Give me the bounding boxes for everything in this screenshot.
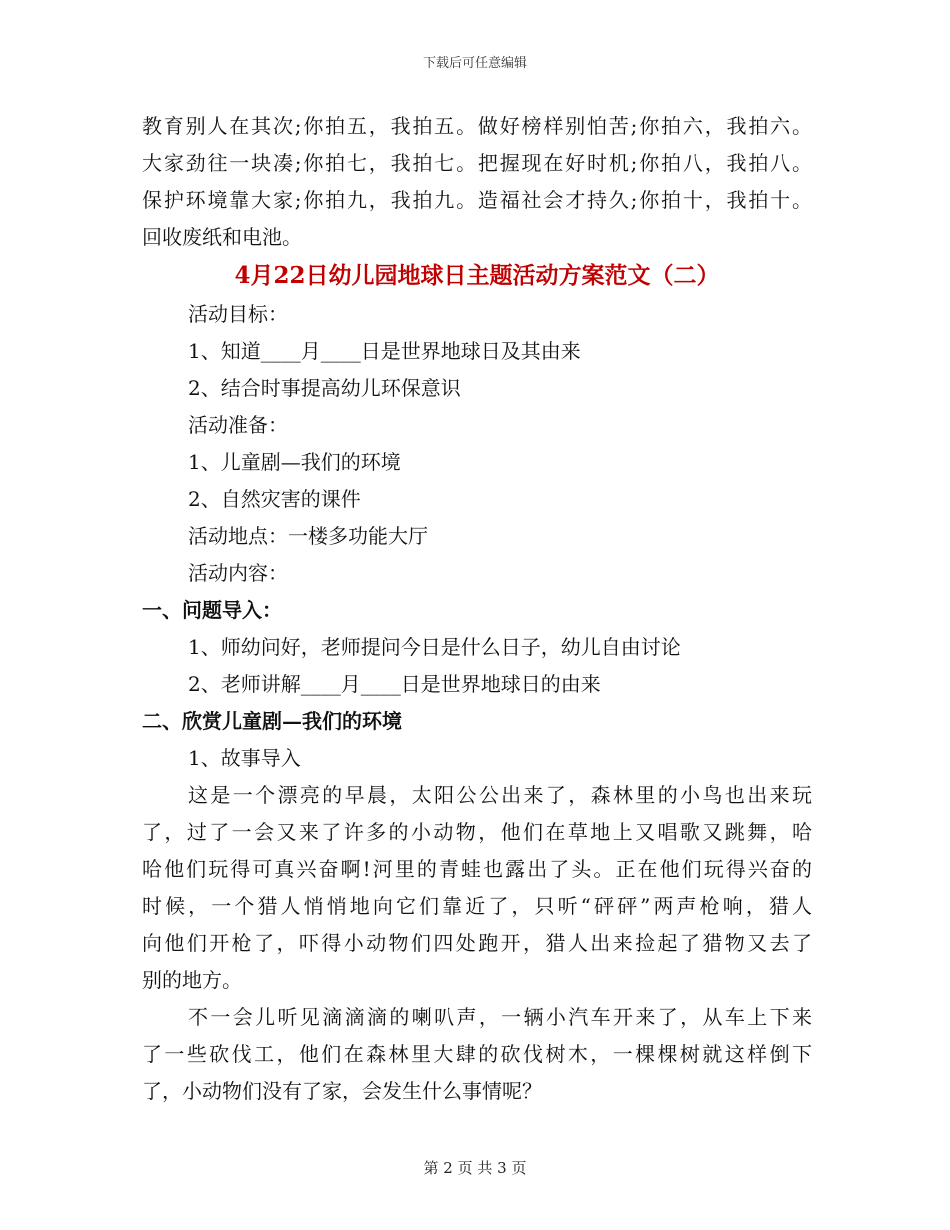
section-heading: 二、欣赏儿童剧—我们的环境 (142, 709, 402, 733)
story-line: 了，小动物们没有了家，会发生什么事情呢？ (142, 1079, 542, 1103)
story-line: 时候，一个猎人悄悄地向它们靠近了，只听“砰砰”两声枪响，猎人 (142, 894, 812, 918)
story-line: 向他们开枪了，吓得小动物们四处跑开，猎人出来捡起了猎物又去了 (142, 931, 812, 955)
section-item: 1、故事导入 (188, 746, 301, 770)
goal-heading: 活动目标： (188, 302, 288, 326)
story-line: 了一些砍伐工，他们在森林里大肆的砍伐树木，一棵棵树就这样倒下 (142, 1042, 812, 1066)
story-line: 了，过了一会又来了许多的小动物，他们在草地上又唱歌又跳舞，哈 (142, 820, 812, 844)
goal-item: 2、结合时事提高幼儿环保意识 (188, 376, 461, 400)
prep-heading: 活动准备： (188, 413, 288, 437)
intro-line: 回收废纸和电池。 (142, 225, 302, 249)
story-line: 这是一个漂亮的早晨，太阳公公出来了，森林里的小鸟也出来玩 (188, 783, 812, 807)
story-line: 别的地方。 (142, 968, 242, 992)
section-heading: 一、问题导入： (142, 598, 282, 622)
content-heading: 活动内容： (188, 561, 288, 585)
prep-item: 1、儿童剧—我们的环境 (188, 450, 401, 474)
location-line: 活动地点：一楼多功能大厅 (188, 524, 428, 548)
document-title: 4月22日幼儿园地球日主题活动方案范文（二） (234, 262, 720, 289)
page-header: 下载后可任意编辑 (422, 56, 527, 71)
goal-item: 1、知道____月____日是世界地球日及其由来 (188, 339, 581, 363)
page-footer: 第 2 页 共 3 页 (423, 1159, 527, 1177)
story-line: 不一会儿听见滴滴滴的喇叭声，一辆小汽车开来了，从车上下来 (188, 1005, 812, 1029)
section-item: 2、老师讲解____月____日是世界地球日的由来 (188, 672, 601, 696)
intro-line: 大家劲往一块凑;你拍七，我拍七。把握现在好时机;你拍八，我拍八。 (142, 151, 812, 175)
intro-line: 保护环境靠大家;你拍九，我拍九。造福社会才持久;你拍十，我拍十。 (142, 188, 812, 212)
document-body (142, 108, 812, 1110)
prep-item: 2、自然灾害的课件 (188, 487, 361, 511)
intro-line: 教育别人在其次;你拍五，我拍五。做好榜样别怕苦;你拍六，我拍六。 (142, 114, 812, 138)
story-line: 哈他们玩得可真兴奋啊!河里的青蛙也露出了头。正在他们玩得兴奋的 (142, 857, 812, 881)
section-item: 1、师幼问好，老师提问今日是什么日子，幼儿自由讨论 (188, 635, 681, 659)
